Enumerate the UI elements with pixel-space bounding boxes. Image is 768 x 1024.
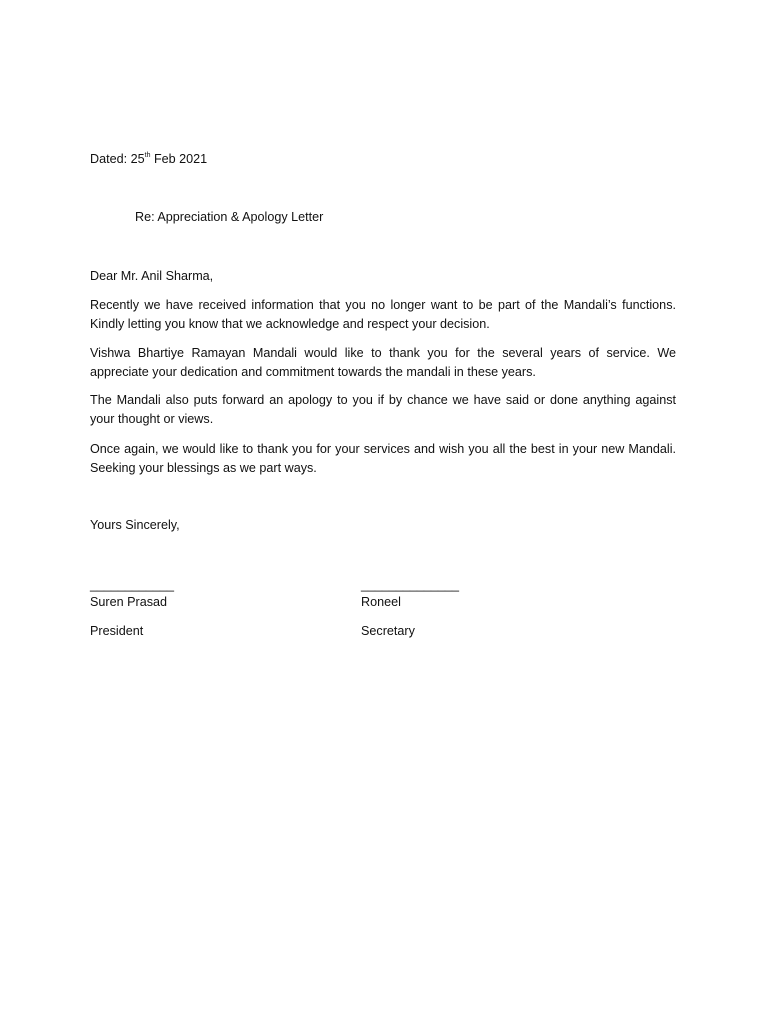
letter-paragraph: Recently we have received information that you no longer want to be part of the Mandali’s functions. Kindly letting you know that we acknowledge and respect your decision. bbox=[90, 298, 676, 331]
signatory-title-president: President bbox=[90, 624, 144, 638]
letter-paragraph: The Mandali also puts forward an apology to you if by chance we have said or done anything against your thought or views. bbox=[90, 393, 676, 426]
signature-line-president: ____________ bbox=[90, 578, 175, 592]
date-rest: Feb 2021 bbox=[150, 152, 208, 166]
signatory-name-president: Suren Prasad bbox=[90, 595, 168, 609]
letter-date bbox=[90, 150, 207, 169]
letter-closing: Yours Sincerely, bbox=[90, 518, 180, 532]
date-prefix: Dated: 25 bbox=[90, 152, 145, 166]
signature-line-secretary: ______________ bbox=[361, 578, 460, 592]
letter-paragraph: Once again, we would like to thank you for your services and wish you all the best in your new Mandali. Seeking your blessings as we part ways. bbox=[90, 442, 676, 475]
letter-paragraph: Vishwa Bhartiye Ramayan Mandali would like to thank you for the several years of service. We appreciate your dedication and commitment towards the mandali in these years. bbox=[90, 346, 676, 379]
letter-subject: Re: Appreciation & Apology Letter bbox=[135, 210, 324, 224]
date-suffix: th bbox=[144, 151, 151, 159]
letter-salutation: Dear Mr. Anil Sharma, bbox=[90, 269, 214, 283]
signatory-name-secretary: Roneel bbox=[361, 595, 401, 609]
signatory-title-secretary: Secretary bbox=[361, 624, 415, 638]
